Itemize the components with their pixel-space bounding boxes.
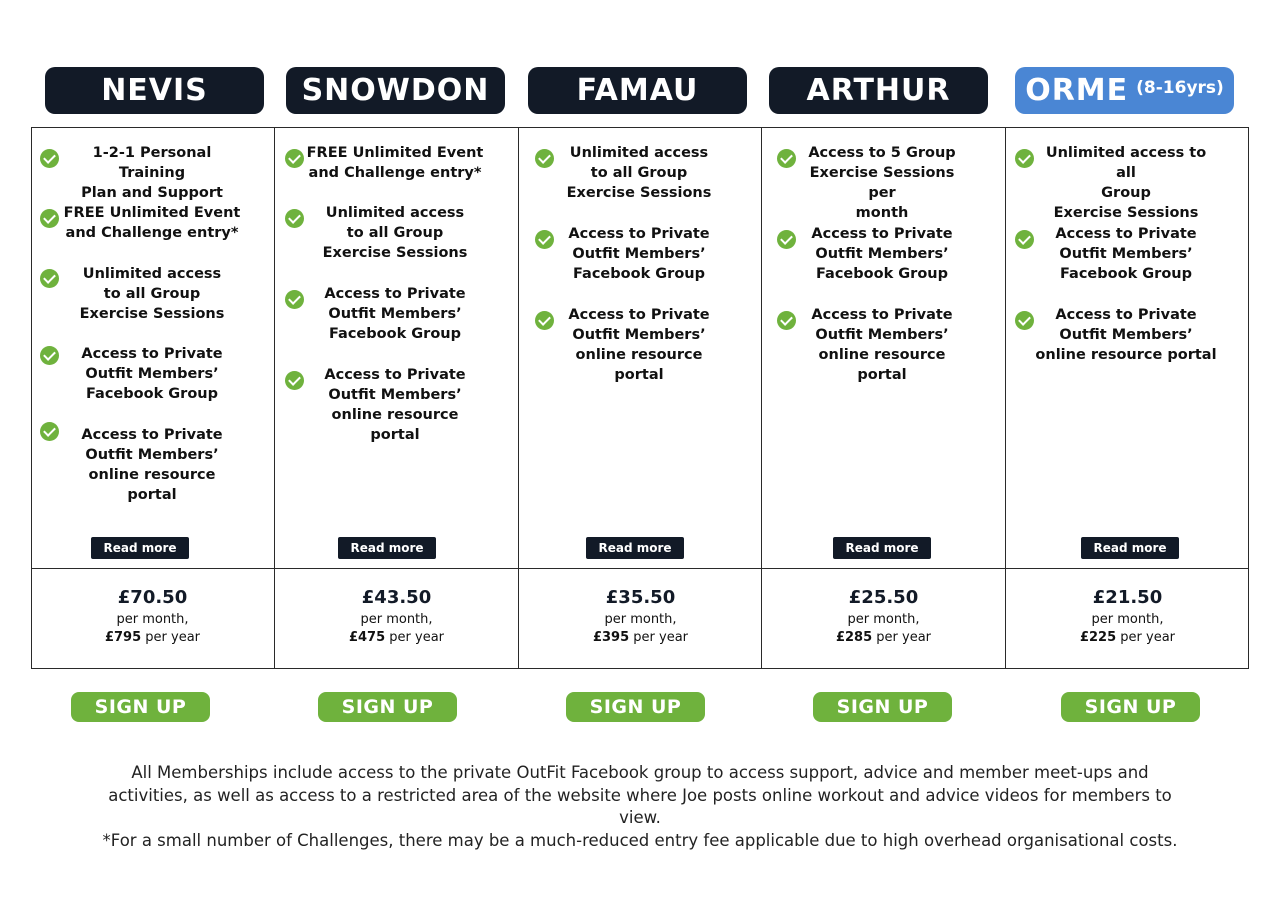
feature-text: Unlimited access to all Group Exercise Sessions (79, 266, 225, 322)
monthly-price: £70.50 (117, 587, 188, 608)
price-cell-orme (1006, 585, 1249, 647)
yearly-price-line (1006, 629, 1249, 647)
price-cell-nevis (31, 585, 274, 647)
price-cell-snowdon (275, 585, 518, 647)
footnote-text: All Memberships include access to the private OutFit Facebook group to access support, advice and member meet-ups and activities, as well as access to a restricted area of the website where Joe posts online workout and advice videos for members to view. (108, 763, 1172, 827)
yearly-price-line (519, 629, 762, 647)
check-circle-icon (1015, 149, 1034, 168)
features-column-famau (519, 127, 762, 568)
yearly-price: £795 (104, 630, 142, 645)
plan-header-nevis (45, 67, 264, 114)
feature-text: FREE Unlimited Event and Challenge entry* (63, 205, 241, 241)
check-circle-icon (1015, 311, 1034, 330)
monthly-price: £43.50 (361, 587, 432, 608)
feature-text: Access to Private Outfit Members’ online resource portal (1035, 307, 1217, 363)
plan-name: FAMAU (576, 72, 699, 108)
check-circle-icon (40, 149, 59, 168)
plan-age-range: (8-16yrs) (1136, 77, 1224, 98)
read-more-button-nevis[interactable]: Read more (91, 537, 189, 559)
plan-header-famau (528, 67, 747, 114)
yearly-price: £285 (835, 630, 873, 645)
feature-text: Access to Private Outfit Members’ Facebook Group (1055, 226, 1197, 282)
yearly-price: £225 (1079, 630, 1117, 645)
features-column-nevis (31, 127, 274, 568)
feature-text: Access to 5 Group Exercise Sessions per month (808, 145, 956, 221)
monthly-price: £35.50 (605, 587, 676, 608)
per-month-label: per month, (116, 612, 189, 627)
yearly-price: £475 (348, 630, 386, 645)
check-circle-icon (285, 290, 304, 309)
row-divider (31, 568, 1249, 569)
check-circle-icon (40, 209, 59, 228)
check-circle-icon (40, 422, 59, 441)
feature-text: FREE Unlimited Event and Challenge entry* (306, 145, 484, 181)
sign-up-button-arthur[interactable]: SIGN UP (813, 692, 952, 722)
sign-up-button-famau[interactable]: SIGN UP (566, 692, 705, 722)
check-circle-icon (285, 149, 304, 168)
footnote-disclaimer: *For a small number of Challenges, there may be a much-reduced entry fee applicable due to high overhead organisational costs. (102, 830, 1178, 850)
price-cell-arthur (762, 585, 1005, 647)
read-more-button-snowdon[interactable]: Read more (338, 537, 436, 559)
check-circle-icon (285, 209, 304, 228)
feature-text: Access to Private Outfit Members’ Facebook Group (811, 226, 953, 282)
yearly-price-line (31, 629, 274, 647)
feature-text: 1-2-1 Personal Training Plan and Support (81, 145, 223, 201)
monthly-price: £21.50 (1092, 587, 1163, 608)
yearly-price-line (762, 629, 1005, 647)
per-month-label: per month, (360, 612, 433, 627)
per-year-label: per year (633, 630, 689, 645)
check-circle-icon (285, 371, 304, 390)
membership-footnote (90, 762, 1190, 852)
plan-name: ORME (1025, 72, 1129, 108)
check-circle-icon (40, 346, 59, 365)
per-year-label: per year (876, 630, 932, 645)
sign-up-button-snowdon[interactable]: SIGN UP (318, 692, 457, 722)
per-year-label: per year (145, 630, 201, 645)
feature-text: Access to Private Outfit Members’ online resource portal (568, 307, 710, 383)
feature-text: Access to Private Outfit Members’ Facebook Group (324, 286, 466, 342)
feature-text: Access to Private Outfit Members’ Facebook Group (568, 226, 710, 282)
per-month-label: per month, (604, 612, 677, 627)
feature-text: Unlimited access to all Group Exercise Sessions (566, 145, 712, 201)
sign-up-button-nevis[interactable]: SIGN UP (71, 692, 210, 722)
sign-up-button-orme[interactable]: SIGN UP (1061, 692, 1200, 722)
feature-text: Unlimited access to all Group Exercise Sessions (322, 205, 468, 261)
read-more-button-arthur[interactable]: Read more (833, 537, 931, 559)
check-circle-icon (40, 269, 59, 288)
per-year-label: per year (1120, 630, 1176, 645)
monthly-price: £25.50 (848, 587, 919, 608)
plan-name: SNOWDON (301, 72, 490, 108)
check-circle-icon (1015, 230, 1034, 249)
plan-header-snowdon (286, 67, 505, 114)
feature-text: Access to Private Outfit Members’ Facebook Group (81, 346, 223, 402)
per-month-label: per month, (847, 612, 920, 627)
plan-name: NEVIS (101, 72, 208, 108)
per-year-label: per year (389, 630, 445, 645)
yearly-price-line (275, 629, 518, 647)
plan-name: ARTHUR (806, 72, 951, 108)
plan-header-orme (1015, 67, 1234, 114)
features-column-arthur (762, 127, 1005, 568)
feature-text: Unlimited access to all Group Exercise Sessions (1045, 145, 1207, 221)
features-column-orme (1006, 127, 1249, 568)
feature-text: Access to Private Outfit Members’ online resource portal (81, 427, 223, 503)
yearly-price: £395 (592, 630, 630, 645)
read-more-button-orme[interactable]: Read more (1081, 537, 1179, 559)
per-month-label: per month, (1091, 612, 1164, 627)
feature-text: Access to Private Outfit Members’ online resource portal (811, 307, 953, 383)
plan-header-arthur (769, 67, 988, 114)
read-more-button-famau[interactable]: Read more (586, 537, 684, 559)
features-column-snowdon (275, 127, 518, 568)
price-cell-famau (519, 585, 762, 647)
feature-text: Access to Private Outfit Members’ online resource portal (324, 367, 466, 443)
